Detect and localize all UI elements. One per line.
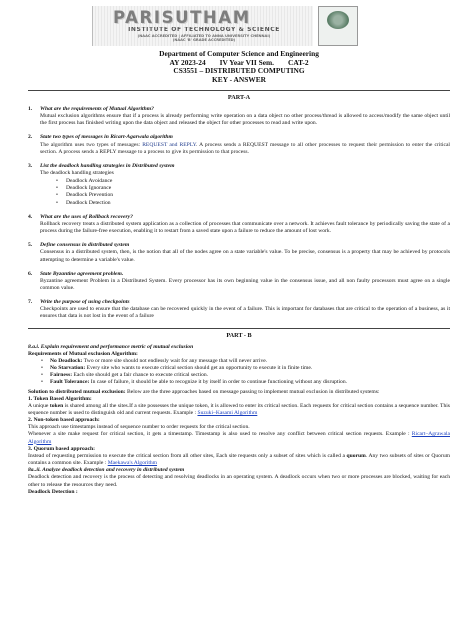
question-number: 2. [28,134,33,141]
requirements-heading: Requirements of Mutual exclusion Algorithm: [28,350,138,357]
question-8aii-heading: 8a..ii. Analyze deadlock detection and recovery in distributed system [28,467,185,474]
question-text: What are the requirements of Mutual Algorithm? [40,105,154,112]
part-b-title: PART - B [226,331,252,339]
solution-term: Solution to distributed mutual exclusion: [28,388,126,395]
requirement-term: No Deadlock: [50,357,83,364]
requirements-list [50,358,450,387]
solution-text: Below are the three approaches based on message passing to implement mutual exclusion in distributed systems: [125,388,380,395]
answer-text: Consensus in a distributed system, then, is the notion that all of the nodes agree on a state variable's value. To be precise, consensus is a property that may be achieved by protocols attempting to determine a variable's value. [40,249,450,263]
course-title: CS3551 – DISTRIBUTED COMPUTING [173,66,305,76]
approach-3-title: 3. Quorum based approach: [28,445,96,452]
question-number: 4. [28,213,33,220]
approach-2-text-a: This approach use timestamps instead of sequence number to order requests for the critical section. [28,424,250,431]
requirement-text: Each site should get a fair chance to execute critical section. [72,372,209,379]
requirement-term: No Starvation: [50,365,86,372]
suzuki-kasami-link[interactable]: Suzuki–Kasami Algorithm [197,409,258,416]
question-number: 6. [28,270,33,277]
question-text: What are the uses of Rollback recovery? [40,213,133,220]
answer-keyword: REQUEST and REPLY [142,141,196,148]
strategy-list [66,178,450,207]
answer-text: Mutual exclusion algorithms ensure that if a process is already performing write operation on a data object no other process/thread is allowed to access/modify the same object until the first process has finished writing upon the data object and released the object for other processes to read and write upon. [40,113,450,127]
seal-icon [327,11,349,29]
maekawa-link[interactable]: Maekawa's Algorithm [107,460,158,467]
question-2 [28,134,450,155]
approach-1-text [28,403,450,417]
institution-name: PARISUTHAM [113,8,251,27]
key-label: KEY - ANSWER [212,75,266,85]
question-7 [28,299,450,320]
question-8a-heading: 8.a.i. Explain requirement and performance metric of mutual exclusion [28,343,194,350]
institution-logo [318,6,358,46]
institution-banner [92,4,362,50]
question-number: 3. [28,162,33,169]
answer-text-part: . A process sends a REQUEST message to all other processes to request their permission to enter the critical section. A process sends a REPLY message to a process to give its permission to that process. [40,141,450,155]
institution-subtitle [101,27,307,45]
approach-keyword: quorum [346,452,366,459]
question-1 [28,106,450,127]
question-number: 7. [28,299,33,306]
question-text: State Byzantine agreement problem. [40,270,124,277]
requirement-term: Fault Tolerance: [50,379,90,386]
approach-2-text-b [28,431,450,445]
year-semester: IV Year VII Sem. [219,57,274,67]
approach-2-title: 2. Non-token based approach: [28,417,100,424]
document-header [28,50,450,85]
academic-year: AY 2023-24 [169,57,206,67]
part-divider [28,328,450,329]
header-divider [28,90,450,91]
question-text: State two types of messages in Ricart-Agarwala algorithm [40,134,173,141]
requirement-text: Every site who wants to execute critical section should get an opportunity to execute it in finite time. [85,365,313,372]
requirement-term: Fairness: [50,372,73,379]
requirement-text: Two or more site should not endlessly wait for any message that will never arrive. [82,357,268,364]
list-item [50,358,450,365]
approach-text-part: Instead of requesting permission to execute the critical section from all other sites, Each site requests only a subset of sites which is called a [28,452,347,459]
approach-keyword: token [49,402,64,409]
approach-text-part: A unique [28,402,50,409]
list-item: • Deadlock Ignorance [66,185,450,192]
question-5 [28,242,450,263]
deadlock-paragraph: Deadlock detection and recovery is the process of detecting and resolving deadlocks in an operating system. A deadlock occurs when two or more processes are blocked, waiting for each other to release the resources they need. [28,474,450,488]
institution-sub-line: (NAAC ACCREDITED | AFFILIATED TO ANNA UNIVERSITY CHENNAI) [137,33,271,38]
answer-intro: The deadlock handling strategies [40,169,114,176]
answer-text-part: The algorithm uses two types of messages: [40,141,143,148]
answer-text: Rollback recovery treats a distributed system application as a collection of processes that communicate over a network. It achieves fault tolerance by periodically saving the state of a process during the failure-free execution, enabling it to restart from a saved state upon a failure to reduce the amount of lost work. [40,220,450,235]
deadlock-detection-title: Deadlock Detection : [28,488,78,495]
institution-sub-line: (NAAC 'B' GRADE ACCREDITED) [172,38,236,43]
ricart-agrawala-link[interactable]: Ricart–Agrawala Algorithm [28,431,450,445]
solution-paragraph [28,389,450,396]
answer-text: Byzantine agreement Problem in a Distributed System. Every processor has its own beginning value in the consensus issue, and all non faulty processors must agree on a single common value. [40,277,450,291]
question-text: Write the purpose of using checkpoints [40,299,130,306]
institution-banner-text [92,6,313,46]
answer-text: Checkpoints are used to ensure that the database can be recovered quickly in the event of a failure. This is important for databases that are critical to the operation of a business, as it ensures that data is not lost in the event of a failure [40,306,450,320]
approach-text-part: Whenever a site make request for critical section, it gets a timestamp. Timestamp is also used to resolve any conflict between critical section requests. Example : [28,431,412,438]
answer-text [40,142,450,156]
list-item: • Deadlock Detection [66,200,450,207]
question-4 [28,214,450,235]
part-a-title: PART-A [227,93,251,101]
question-text: Define consensus in distributed system [40,242,130,249]
question-number: 1. [28,105,33,112]
approach-text-part: . Any two subsets of sites or Quorum contains a common site. Example : [28,452,450,467]
list-item: • Deadlock Prevention [66,192,450,199]
institution-sub-line: INSTITUTE OF TECHNOLOGY & SCIENCE [128,27,280,33]
list-item: • Deadlock Avoidance [66,178,450,185]
approach-3-text [28,453,450,467]
question-3 [28,163,450,207]
requirement-text: In case of failure, it should be able to recognize it by itself in order to continue functioning without any disruption. [89,379,348,386]
cat-label: CAT-2 [288,57,309,67]
question-number: 5. [28,242,33,249]
question-text: List the deadlock handling strategies in Distributed system [40,162,175,169]
approach-text-part: is shared among all the sites.If a site possesses the unique token, it is allowed to enter its critical section. Each requests for critical section contains a sequence number. This sequence number is used to distinguish old and current requests. Example : [28,402,450,416]
question-6 [28,271,450,292]
document-page [28,4,450,496]
department-name: Department of Computer Science and Engineering [159,49,319,58]
list-item [50,379,450,386]
approach-1-title: 1. Token Based Algorithm: [28,395,92,402]
